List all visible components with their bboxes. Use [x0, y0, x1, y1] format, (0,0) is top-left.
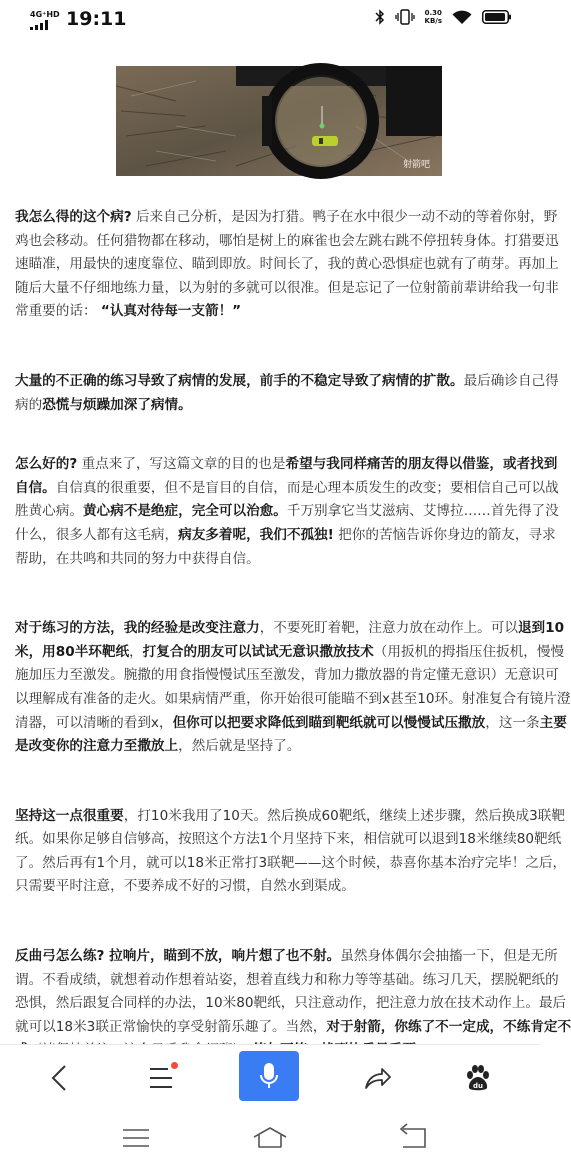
notification-dot [171, 1062, 178, 1069]
text: 鸡也会移动。任何猎物都在移动，哪怕是树上的麻雀也会左跳右跳不停扭转身体。打猎要迅 [15, 232, 559, 249]
text: 就可以18米3联正常愉快的享受射箭乐趣了。当然， [15, 1018, 327, 1035]
status-bar [0, 0, 540, 40]
article-line [15, 500, 559, 524]
text: 胜黄心病。 [15, 503, 83, 520]
article-line [15, 664, 559, 688]
article-line [15, 617, 565, 641]
bold-text: 退到10 [517, 620, 565, 637]
bold-text: “认真对待每一支箭！” [100, 303, 242, 320]
article-body [15, 206, 571, 1133]
text: 虽然身体偶尔会抽搐一下，但是无所 [340, 948, 558, 965]
bow-sight-illustration [116, 66, 442, 176]
bold-text: 主要 [539, 714, 567, 731]
clock: 19:11 [66, 8, 127, 30]
article-line [15, 230, 559, 254]
signal-icon [30, 20, 54, 30]
share-button[interactable] [351, 1045, 405, 1111]
bold-text: 我怎么得的这个病? [15, 209, 132, 225]
bow-sight-photo [116, 66, 442, 176]
text: 千万别拿它当艾滋病、艾博拉……首先得了没 [286, 503, 559, 520]
article-line [15, 277, 559, 301]
text: ，不要死盯着靶，注意力放在动作上。可以 [259, 620, 518, 637]
article-line [15, 300, 540, 324]
article-line [15, 477, 559, 501]
text: 清器，可以清晰的看到x， [15, 714, 173, 731]
text: 了。然后再有1个月，就可以18米正常打3联靶——这个时候，恭喜你基本治疗完毕！之后， [15, 854, 567, 871]
text: ，然后就是坚持了。 [178, 738, 301, 755]
article-line [15, 969, 559, 993]
article-line [15, 945, 558, 969]
article-line [15, 828, 562, 852]
share-icon [364, 1066, 392, 1090]
article-line [15, 735, 540, 759]
text: 速瞄准，用最快的速度靠位、瞄到即放。时间长了，我的黄心恐惧症也就有了萌芽。再加上 [15, 256, 559, 273]
browser-toolbar [0, 1044, 540, 1111]
microphone-icon [259, 1061, 279, 1091]
text: 恐惧，然后跟复合同样的办法，10米80靶纸，只注意动作，把注意力放在技术动作上。最后 [15, 995, 567, 1012]
back-icon [397, 1126, 427, 1150]
article-line [15, 805, 565, 829]
article-line [15, 641, 565, 665]
baidu-paw-icon [464, 1064, 492, 1092]
system-back-button[interactable] [384, 1110, 440, 1166]
vibrate-icon [395, 9, 415, 25]
text: 什么，很多人都有这毛病， [15, 526, 179, 543]
text: 把你的苦恼告诉你身边的箭友，寻求 [333, 526, 556, 543]
back-button[interactable] [32, 1045, 86, 1111]
menu-button[interactable] [134, 1045, 188, 1111]
bold-text: 怎么好的? [15, 456, 78, 473]
article-paragraph [15, 617, 571, 759]
text: 随后大量不仔细地练力量，以为射的多就可以很准。但是忘记了一位射箭前辈讲给我一句非 [15, 279, 559, 296]
bold-text: 希望与我同样痛苦的朋友得以借鉴，或者找到 [285, 456, 558, 473]
text: 帮助，在共鸣和共同的努力中获得自信。 [15, 550, 260, 567]
menu-icon [148, 1066, 174, 1090]
article-line [15, 370, 559, 394]
article-line [15, 524, 556, 548]
article-line [15, 206, 558, 230]
text: 施加压力至激发。腕撒的用食指慢慢试压至激发，背加力撒放器的肯定懂无意识）无意识可 [15, 667, 559, 684]
network-type: 4G⁺HD [30, 10, 60, 19]
bold-text: 对于射箭，你练了不一定成，不练肯定不 [326, 1018, 571, 1035]
article-paragraph [15, 206, 559, 324]
article-line [15, 548, 540, 572]
recents-icon [121, 1127, 151, 1149]
text: 重点来了，写这篇文章的目的也是 [77, 456, 286, 473]
text: ，这一条 [485, 714, 540, 731]
wifi-icon [452, 10, 472, 25]
back-arrow-icon [49, 1064, 69, 1092]
bold-text: 坚持这一点很重要 [15, 807, 124, 824]
bold-text: 病友多着呢，我们不孤独! [178, 526, 334, 543]
text: 谓。不看成绩，就想着动作想着站姿，想着直线力和称力等等基础。练习几天，摆脱靶纸的 [15, 971, 559, 988]
article-line [15, 253, 559, 277]
bold-text: 恐慌与烦躁加深了病情。 [42, 396, 192, 413]
bold-text: 打复合的朋友可以试试无意识撒放技术 [142, 643, 374, 660]
text: 以理解成有准备的走火。如果病情严重，你开始很可能瞄不到x甚至10环。射准复合有镜片澄 [15, 690, 571, 707]
article-line [15, 453, 558, 477]
text: 常重要的话： [15, 303, 101, 320]
text: 最后确诊自己得 [463, 372, 559, 389]
text: 纸。如果你足够自信够高，按照这个方法1个月坚持下来，相信就可以退到18米继续80靶纸 [15, 831, 562, 848]
home-button[interactable] [242, 1110, 298, 1166]
bold-text: 大量的不正确的练习导致了病情的发展，前手的不稳定导致了病情的扩散。 [15, 372, 464, 389]
text: ，打10米我用了10天。然后换成60靶纸，继续上述步骤，然后换成3联靶 [123, 807, 565, 824]
network-speed: 0.30 KB/s [424, 9, 442, 25]
bold-text: 自信。 [15, 479, 56, 496]
article-line [15, 712, 567, 736]
text: ， [129, 643, 143, 660]
system-navigation-bar [0, 1110, 540, 1170]
svg-text:du: du [473, 1082, 483, 1090]
bold-text: 米，用80半环靶纸 [15, 643, 130, 660]
article-paragraph [15, 805, 567, 899]
article-line [15, 992, 567, 1016]
bold-text: 黄心病不是绝症，完全可以治愈。 [82, 503, 287, 520]
home-icon [252, 1125, 288, 1151]
bold-text: 是改变你的注意力至撒放上 [15, 738, 179, 755]
text: 只需要平时注意，不要养成不好的习惯，自然水到渠成。 [15, 878, 355, 895]
bold-text: 反曲弓怎么练? 拉响片，瞄到不放，响片想了也不射。 [15, 948, 341, 965]
recents-button[interactable] [108, 1110, 164, 1166]
bold-text: 但你可以把要求降低到瞄到靶纸就可以慢慢试压撒放 [172, 714, 486, 731]
bluetooth-icon [375, 9, 385, 25]
article-line [15, 875, 540, 899]
bold-text: 对于练习的方法，我的经验是改变注意力 [15, 620, 260, 637]
article-paragraph [15, 370, 559, 417]
article-line [15, 688, 571, 712]
article-line [15, 394, 540, 418]
text: 自信真的很重要，但不是盲目的自信，而是心理本质发生的改变；要相信自己可以战 [55, 479, 559, 496]
text: 后来自己分析，是因为打猎。鸭子在水中很少一动不动的等着你射，野 [131, 209, 558, 225]
battery-icon [482, 10, 512, 24]
article-line [15, 1016, 571, 1040]
article-line [15, 852, 567, 876]
text: 病的 [15, 396, 43, 413]
text: （用扳机的拇指压住扳机，慢慢 [373, 643, 565, 660]
baidu-home-button[interactable] [451, 1045, 505, 1111]
voice-search-button[interactable] [239, 1051, 299, 1101]
hero-watermark: 射箭吧 [402, 160, 430, 170]
article-paragraph [15, 453, 559, 571]
